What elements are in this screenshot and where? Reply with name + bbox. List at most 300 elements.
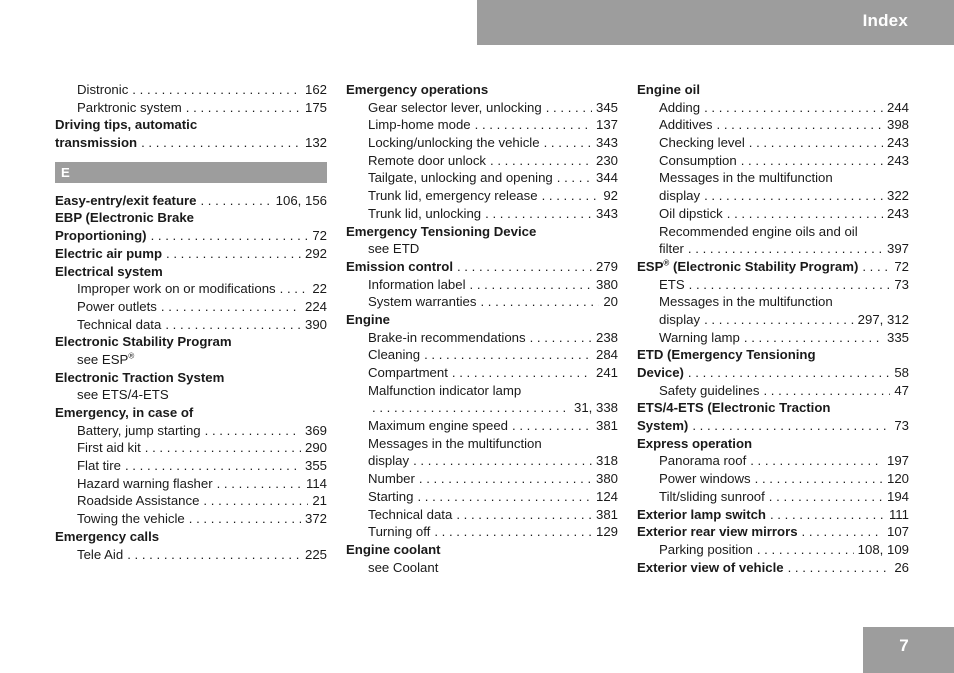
index-subentry [55, 422, 327, 440]
entry-term [368, 169, 553, 187]
entry-term-text: Electronic Traction System [55, 369, 225, 385]
index-entry [637, 523, 909, 541]
entry-term [659, 293, 833, 311]
entry-term-text: Turning off [368, 524, 431, 540]
page-reference: 72 [312, 228, 327, 244]
index-subentry [55, 298, 327, 316]
dot-leader [424, 346, 592, 364]
index-subentry [346, 169, 618, 187]
page-number: 7 [899, 636, 909, 655]
dot-leader [717, 116, 883, 134]
page-reference: 243 [886, 205, 909, 221]
dot-leader [141, 134, 301, 152]
dot-leader [755, 470, 883, 488]
page-reference: 26 [894, 559, 909, 575]
entry-term-text: First aid kit [77, 440, 141, 456]
dot-leader [763, 382, 890, 400]
entry-term-text: Safety guidelines [659, 382, 760, 398]
registered-mark: ® [128, 351, 135, 361]
entry-term [659, 452, 746, 470]
entry-term-text: Flat tire [77, 458, 121, 474]
page-reference: 72 [894, 258, 909, 274]
page-reference: 224 [304, 298, 327, 314]
dot-leader [770, 506, 885, 524]
index-subentry [637, 134, 909, 152]
entry-term-text: Parktronic system [77, 99, 182, 115]
entry-term [659, 311, 700, 329]
index-entry [346, 223, 618, 241]
entry-term [77, 386, 169, 404]
dot-leader [205, 422, 301, 440]
entry-term [637, 523, 798, 541]
dot-leader [744, 329, 883, 347]
page-reference: 73 [894, 276, 909, 292]
entry-term [55, 369, 224, 387]
entry-term [637, 81, 700, 99]
entry-term [77, 546, 123, 564]
index-subentry [637, 187, 909, 205]
entry-term [368, 293, 476, 311]
entry-term [77, 457, 121, 475]
entry-term [346, 258, 453, 276]
index-entry [55, 369, 327, 387]
dot-leader [166, 245, 301, 263]
entry-term [77, 475, 213, 493]
entry-term [346, 311, 390, 329]
index-subentry [55, 475, 327, 493]
index-entry [55, 116, 327, 134]
dot-leader [127, 546, 301, 564]
dot-leader [452, 364, 592, 382]
index-subentry [637, 116, 909, 134]
dot-leader [741, 152, 883, 170]
section-header-e [55, 162, 327, 183]
page-reference: 47 [894, 382, 909, 398]
dot-leader [542, 187, 600, 205]
page-reference: 343 [595, 205, 618, 221]
dot-leader [530, 329, 592, 347]
entry-term [55, 116, 197, 134]
page-reference: 175 [304, 99, 327, 115]
dot-leader [161, 298, 301, 316]
entry-term-text: display [659, 311, 701, 327]
dot-leader [727, 205, 883, 223]
index-entry [55, 209, 327, 227]
dot-leader [490, 152, 592, 170]
entry-term-text: Engine [346, 311, 390, 327]
entry-term-text: Starting [368, 488, 414, 504]
dot-leader [434, 523, 592, 541]
index-subentry [55, 492, 327, 510]
index-entry [637, 364, 909, 382]
dot-leader [125, 457, 301, 475]
page-reference: 230 [595, 152, 618, 168]
entry-term [368, 116, 471, 134]
index-entry [55, 245, 327, 263]
entry-term-text: Power outlets [77, 298, 157, 314]
index-subentry [55, 386, 327, 404]
page-reference: 318 [595, 453, 618, 469]
entry-term [368, 470, 415, 488]
index-subentry [637, 240, 909, 258]
entry-term [77, 510, 185, 528]
entry-term [659, 169, 833, 187]
entry-term-text: Limp-home mode [368, 117, 471, 133]
index-subentry [55, 351, 327, 369]
index-subentry [55, 99, 327, 117]
entry-term-text: Malfunction indicator lamp [368, 382, 522, 398]
index-subentry [637, 152, 909, 170]
dot-leader [480, 293, 599, 311]
entry-term-text: filter [659, 241, 684, 257]
entry-term [346, 81, 488, 99]
entry-term-text: Technical data [368, 506, 453, 522]
entry-term-text: Electrical system [55, 263, 163, 279]
entry-term-text: ETS/4-ETS (Electronic Traction [637, 400, 831, 416]
dot-leader [704, 311, 854, 329]
entry-term [77, 81, 128, 99]
dot-leader [485, 205, 592, 223]
dot-leader [165, 316, 301, 334]
dot-leader [689, 276, 891, 294]
index-entry [637, 417, 909, 435]
entry-term-text: display [368, 453, 410, 469]
index-entry [346, 541, 618, 559]
entry-term [368, 364, 448, 382]
entry-term [368, 559, 438, 577]
entry-term [659, 223, 858, 241]
entry-term-text: Emergency operations [346, 82, 489, 97]
page-reference: 380 [595, 471, 618, 487]
page-reference: 243 [886, 152, 909, 168]
index-entry [637, 399, 909, 417]
entry-term [659, 99, 700, 117]
entry-term [346, 223, 536, 241]
entry-term [368, 152, 486, 170]
entry-term [77, 422, 201, 440]
page-reference: 369 [304, 422, 327, 438]
entry-term [55, 263, 163, 281]
entry-term [368, 382, 521, 400]
dot-leader [750, 452, 883, 470]
entry-term-text: ETD (Emergency Tensioning [637, 347, 816, 363]
header-bar [477, 0, 954, 45]
entry-term-text: Emergency, in case of [55, 405, 194, 420]
dot-leader [151, 227, 309, 245]
page-reference: 132 [304, 135, 327, 151]
index-subentry [55, 457, 327, 475]
index-subentry [346, 452, 618, 470]
index-subentry [346, 364, 618, 382]
entry-term-text: Trunk lid, unlocking [368, 205, 482, 221]
entry-term [637, 399, 830, 417]
entry-term [637, 417, 688, 435]
page-reference: 114 [305, 475, 327, 491]
entry-term [659, 187, 700, 205]
entry-term [659, 152, 737, 170]
page-reference: 31, 338 [574, 400, 618, 416]
dot-leader [189, 510, 301, 528]
index-subentry [346, 240, 618, 258]
entry-term [368, 99, 542, 117]
index-subentry [346, 293, 618, 311]
index-entry [55, 134, 327, 152]
entry-term-text: Parking position [659, 541, 753, 557]
page-reference: 129 [595, 524, 618, 540]
index-subentry [637, 205, 909, 223]
dot-leader [749, 134, 883, 152]
entry-term [368, 435, 542, 453]
page-reference: 345 [595, 99, 618, 115]
entry-term-text: Electronic Stability Program [55, 334, 232, 350]
entry-term [368, 329, 526, 347]
page-reference: 107 [886, 524, 909, 540]
entry-term-text: System) [637, 418, 689, 434]
entry-term [637, 364, 684, 382]
index-group-e [55, 192, 327, 563]
entry-term-text: Emergency calls [55, 528, 160, 544]
dot-leader [704, 187, 883, 205]
entry-term [659, 240, 684, 258]
index-subentry [55, 439, 327, 457]
entry-term-text: Gear selector lever, unlocking [368, 99, 542, 115]
entry-term-text: Consumption [659, 152, 737, 168]
entry-term-text: System warranties [368, 294, 477, 310]
entry-term-text: EBP (Electronic Brake [55, 210, 195, 226]
entry-term [659, 488, 765, 506]
page-number-box [863, 627, 954, 673]
index-subentry [346, 523, 618, 541]
registered-mark: ® [663, 258, 670, 268]
page-reference: 108, 109 [857, 541, 909, 557]
index-subentry [346, 470, 618, 488]
index-subentry [346, 488, 618, 506]
page-reference: 22 [312, 281, 327, 297]
dot-leader [802, 523, 883, 541]
entry-term-text: Device) [637, 365, 684, 380]
index-entry [637, 258, 909, 276]
dot-leader [200, 192, 271, 210]
entry-term-text: ETS [659, 276, 685, 292]
entry-term-text: see ESP [77, 351, 129, 367]
index-subentry [637, 311, 909, 329]
dot-leader [456, 506, 592, 524]
index-subentry [55, 316, 327, 334]
entry-term-text: Additives [659, 117, 713, 133]
entry-term [77, 99, 182, 117]
index-entry [55, 192, 327, 210]
page-reference: 290 [304, 440, 327, 456]
entry-term-text: Warning lamp [659, 329, 740, 345]
index-subentry [346, 417, 618, 435]
page-reference: 244 [886, 99, 909, 115]
entry-term [55, 333, 232, 351]
entry-term-text: Adding [659, 99, 701, 115]
entry-term-text: Maximum engine speed [368, 418, 509, 434]
index-subentry [346, 382, 618, 400]
dot-leader [457, 258, 592, 276]
page-reference: 58 [894, 365, 909, 380]
index-subentry [346, 399, 618, 417]
page-reference: 106, 156 [275, 192, 327, 208]
entry-term [659, 116, 713, 134]
entry-term-text: Technical data [77, 316, 162, 332]
index-subentry [346, 116, 618, 134]
dot-leader [544, 134, 592, 152]
entry-term-text: Brake-in recommendations [368, 329, 526, 345]
entry-term-text: ESP [637, 258, 664, 274]
page-reference: 120 [886, 471, 909, 487]
page-reference: 194 [886, 488, 909, 504]
page-reference: 111 [888, 506, 909, 522]
page-reference: 243 [886, 135, 909, 151]
dot-leader [546, 99, 592, 117]
index-subentry [637, 169, 909, 187]
page-reference: 335 [886, 329, 909, 345]
entry-term-text: Tailgate, unlocking and opening [368, 170, 553, 186]
entry-term [77, 316, 161, 334]
entry-term-text: Engine coolant [346, 541, 441, 557]
entry-term [368, 417, 508, 435]
page-reference: 381 [595, 506, 618, 522]
entry-term [659, 541, 753, 559]
entry-term [368, 488, 413, 506]
entry-term-text: Tilt/sliding sunroof [659, 488, 765, 504]
entry-term-text: Improper work on or modifications [77, 281, 276, 297]
dot-leader [372, 399, 570, 417]
entry-term [368, 523, 430, 541]
index-column-2 [346, 81, 618, 576]
page-title: Index [862, 11, 908, 30]
index-column-1 [55, 81, 327, 563]
entry-term-text: Roadside Assistance [77, 493, 200, 509]
entry-term-text: Messages in the multifunction [659, 294, 833, 310]
section-letter: E [61, 164, 70, 180]
entry-term [637, 559, 784, 577]
entry-term-text: Trunk lid, emergency release [368, 188, 538, 204]
entry-term [368, 187, 538, 205]
entry-term-text: Battery, jump starting [77, 422, 201, 438]
index-subentry [637, 329, 909, 347]
page-reference: 397 [886, 241, 909, 257]
index-subentry [637, 382, 909, 400]
page-reference: 284 [595, 347, 618, 363]
index-group-d [55, 81, 327, 152]
entry-term-text: Locking/unlocking the vehicle [368, 135, 540, 151]
entry-term-text: Messages in the multifunction [368, 435, 542, 451]
index-column-3 [637, 81, 909, 576]
page-reference: 398 [886, 117, 909, 133]
entry-term-text: display [659, 188, 701, 204]
index-subentry [55, 510, 327, 528]
page-reference: 20 [603, 294, 618, 310]
index-subentry [55, 546, 327, 564]
entry-term [77, 439, 141, 457]
dot-leader [688, 240, 883, 258]
entry-term [368, 276, 466, 294]
entry-term-text: Cleaning [368, 347, 421, 363]
page-reference: 381 [595, 418, 618, 434]
entry-term [368, 240, 419, 258]
page-reference: 162 [304, 82, 327, 97]
index-subentry [55, 280, 327, 298]
entry-term [637, 346, 816, 364]
dot-leader [217, 475, 302, 493]
index-entry [637, 506, 909, 524]
entry-term-text: Proportioning) [55, 228, 147, 244]
entry-term [368, 506, 452, 524]
index-entry [346, 311, 618, 329]
index-entry [55, 404, 327, 422]
page-reference: 225 [304, 546, 327, 562]
page-reference: 344 [595, 170, 618, 186]
entry-term-text: Engine oil [637, 82, 701, 97]
entry-term [77, 492, 199, 510]
dot-leader [769, 488, 883, 506]
entry-term [659, 329, 740, 347]
dot-leader [475, 116, 592, 134]
index-entry [346, 81, 618, 99]
page-reference: 92 [603, 188, 618, 204]
index-subentry [55, 81, 327, 99]
index-subentry [637, 293, 909, 311]
index-subentry [346, 435, 618, 453]
index-subentry [346, 506, 618, 524]
page-reference: 390 [304, 316, 327, 332]
entry-term-text: see ETD [368, 241, 420, 257]
entry-term [659, 134, 745, 152]
entry-term-text: see Coolant [368, 559, 439, 575]
page-reference: 380 [595, 276, 618, 292]
index-subentry [346, 187, 618, 205]
entry-term [77, 280, 276, 298]
entry-term [77, 298, 157, 316]
index-entry [55, 528, 327, 546]
index-subentry [346, 99, 618, 117]
entry-term-text: Exterior rear view mirrors [637, 524, 798, 540]
dot-leader [688, 364, 890, 382]
index-subentry [346, 205, 618, 223]
page-reference: 279 [595, 258, 618, 274]
dot-leader [557, 169, 592, 187]
entry-term [637, 506, 766, 524]
entry-term-text: Checking level [659, 135, 745, 151]
dot-leader [470, 276, 592, 294]
entry-term-text: Remote door unlock [368, 152, 487, 168]
entry-term [368, 346, 420, 364]
entry-term [55, 209, 194, 227]
index-entry [637, 559, 909, 577]
entry-term-text: Panorama roof [659, 453, 747, 469]
index-subentry [637, 276, 909, 294]
entry-term [55, 134, 137, 152]
index-entry [346, 258, 618, 276]
entry-term [637, 258, 858, 276]
entry-term-text: Driving tips, automatic [55, 117, 198, 133]
entry-term [346, 541, 441, 559]
dot-leader [512, 417, 592, 435]
index-subentry [637, 452, 909, 470]
entry-term-text: Easy-entry/exit feature [55, 192, 197, 208]
entry-term-text: Number [368, 471, 415, 487]
entry-term [77, 351, 134, 369]
entry-term [368, 452, 409, 470]
entry-term-text: Power windows [659, 471, 751, 487]
dot-leader [145, 439, 301, 457]
index-subentry [637, 470, 909, 488]
dot-leader [704, 99, 883, 117]
entry-term [55, 528, 159, 546]
